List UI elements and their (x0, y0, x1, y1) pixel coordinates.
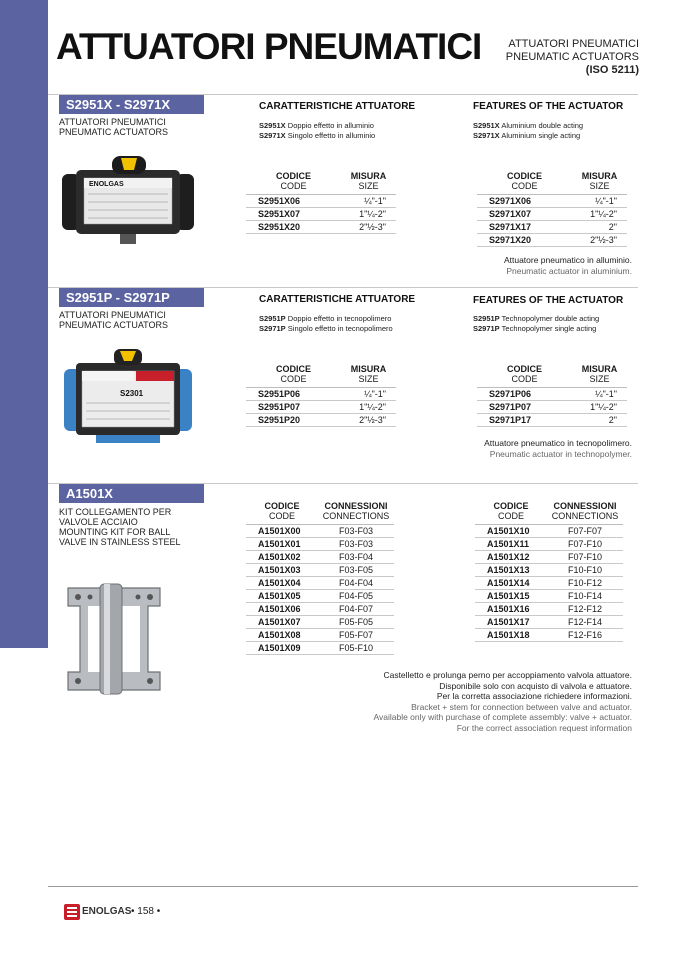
note-en: Bracket + stem for connection between valve and actuator. (411, 701, 632, 712)
size-table-s2951x (246, 171, 396, 234)
section-desc-a1501x (59, 507, 181, 547)
note-en: Pneumatic actuator in aluminium. (506, 265, 632, 276)
table-row: S2971P17 2" (477, 414, 627, 427)
table-row: S2951X07 1"¼-2" (246, 208, 396, 221)
features-title-it: CARATTERISTICHE ATTUATORE (259, 294, 416, 305)
feature-line: S2971P Technopolymer single acting (473, 323, 597, 333)
table-row: S2971X20 2"½-3" (477, 234, 627, 247)
note-en: Pneumatic actuator in technopolymer. (489, 448, 632, 459)
table-row: S2971P06 ¼"-1" (477, 388, 627, 401)
table-row: A1501X06 F04-F07 (246, 603, 394, 616)
aluminium-actuator-image (60, 148, 196, 248)
note-it: Attuatore pneumatico in alluminio. (503, 255, 632, 265)
feature-line: S2951X Doppio effetto in alluminio (259, 121, 374, 130)
section-band-s2951p: S2951P - S2971P (59, 288, 204, 307)
table-row: A1501X08 F05-F07 (246, 629, 394, 642)
col-header-code: CODICE CODE (477, 171, 572, 195)
actuator-label-text: ENOLGAS (89, 181, 124, 188)
size-table-s2951p (246, 364, 396, 427)
note-it: Attuatore pneumatico in tecnopolimero. (484, 438, 632, 448)
table-row: A1501X11 F07-F10 (475, 538, 623, 551)
desc-line: ATTUATORI PNEUMATICI (59, 310, 166, 320)
col-header-code: CODICE CODE (246, 171, 341, 195)
page-number: • 158 • (131, 906, 161, 917)
table-row: S2971X17 2" (477, 221, 627, 234)
size-table-s2971p (477, 364, 627, 427)
table-row: A1501X18 F12-F16 (475, 629, 623, 642)
connection-table-left (246, 501, 394, 655)
note-it: Disponibile solo con acquisto di valvola e attuatore. (439, 680, 632, 691)
table-row: S2971X07 1"¼-2" (477, 208, 627, 221)
features-list-en (473, 121, 583, 140)
desc-line: ATTUATORI PNEUMATICI (59, 117, 166, 127)
features-list-en (473, 314, 599, 333)
features-title-en: FEATURES OF THE ACTUATOR (473, 295, 624, 306)
col-header-size: MISURA SIZE (341, 171, 396, 195)
col-header-connections: CONNESSIONI CONNECTIONS (547, 501, 623, 525)
table-row: S2951P06 ¼"-1" (246, 388, 396, 401)
features-list-it (259, 121, 375, 140)
table-row: A1501X01 F03-F03 (246, 538, 394, 551)
desc-line: VALVE IN STAINLESS STEEL (59, 537, 181, 547)
features-title-it: CARATTERISTICHE ATTUATORE (259, 101, 416, 112)
desc-line: KIT COLLEGAMENTO PER (59, 507, 172, 517)
header-subtitle-en: PNEUMATIC ACTUATORS (505, 51, 639, 63)
table-row: S2951X20 2"½-3" (246, 221, 396, 234)
table-row: A1501X00 F03-F03 (246, 525, 394, 538)
desc-line: PNEUMATIC ACTUATORS (59, 127, 169, 137)
table-row: A1501X13 F10-F10 (475, 564, 623, 577)
sidebar-accent-stripe (0, 0, 48, 648)
section-note-s2 (484, 438, 632, 459)
page-title: ATTUATORI PNEUMATICI (56, 26, 482, 67)
table-row: S2951P07 1"¼-2" (246, 401, 396, 414)
col-header-size: MISURA SIZE (341, 364, 396, 388)
technopolymer-actuator-image (62, 343, 194, 445)
table-row: A1501X02 F03-F04 (246, 551, 394, 564)
table-row: A1501X16 F12-F12 (475, 603, 623, 616)
col-header-code: CODICE CODE (477, 364, 572, 388)
enolgas-logo-icon (64, 904, 80, 920)
table-row: A1501X10 F07-F07 (475, 525, 623, 538)
feature-line: S2971X Aluminium single acting (473, 130, 581, 140)
header-subtitle-it: ATTUATORI PNEUMATICI (508, 38, 639, 50)
footer-divider (48, 886, 638, 887)
col-header-connections: CONNESSIONI CONNECTIONS (318, 501, 394, 525)
note-it: Castelletto e prolunga perno per accoppiamento valvola attuatore. (383, 670, 632, 680)
actuator-model-text: S2301 (120, 389, 144, 398)
desc-line: VALVOLE ACCIAIO (59, 517, 138, 527)
feature-line: S2971X Singolo effetto in alluminio (259, 130, 376, 140)
feature-line: S2951X Aluminium double acting (473, 121, 584, 130)
col-header-code: CODICE CODE (246, 501, 318, 525)
connection-table-right (475, 501, 623, 642)
features-title-en: FEATURES OF THE ACTUATOR (473, 101, 624, 112)
table-row: A1501X05 F04-F05 (246, 590, 394, 603)
table-row: S2951P20 2"½-3" (246, 414, 396, 427)
table-row: A1501X09 F05-F10 (246, 642, 394, 655)
mounting-kit-image (60, 580, 168, 698)
table-row: A1501X04 F04-F04 (246, 577, 394, 590)
note-en: For the correct association request information (456, 722, 632, 733)
table-row: A1501X15 F10-F14 (475, 590, 623, 603)
desc-line: MOUNTING KIT FOR BALL (59, 527, 171, 537)
col-header-size: MISURA SIZE (572, 364, 627, 388)
table-row: A1501X07 F05-F05 (246, 616, 394, 629)
header-iso: (ISO 5211) (585, 64, 639, 76)
note-en: Available only with purchase of complete assembly: valve + actuator. (373, 712, 632, 722)
table-row: A1501X12 F07-F10 (475, 551, 623, 564)
footer-brand: ENOLGAS (82, 906, 132, 917)
table-row: S2971X06 ¼"-1" (477, 195, 627, 208)
note-it: Per la corretta associazione richiedere informazioni. (436, 691, 632, 701)
desc-line: PNEUMATIC ACTUATORS (59, 320, 169, 330)
table-row: A1501X17 F12-F14 (475, 616, 623, 629)
col-header-size: MISURA SIZE (572, 171, 627, 195)
feature-line: S2971P Singolo effetto in tecnopolimero (259, 323, 393, 333)
section-note-s1 (504, 255, 632, 276)
section-desc-s2951x (59, 117, 168, 137)
section-band-a1501x: A1501X (59, 484, 204, 503)
section-note-s3 (373, 670, 632, 733)
section-band-s2951x: S2951X - S2971X (59, 95, 204, 114)
col-header-code: CODICE CODE (475, 501, 547, 525)
col-header-code: CODICE CODE (246, 364, 341, 388)
table-row: A1501X14 F10-F12 (475, 577, 623, 590)
feature-line: S2951P Technopolymer double acting (473, 314, 600, 323)
table-row: S2951X06 ¼"-1" (246, 195, 396, 208)
table-row: A1501X03 F03-F05 (246, 564, 394, 577)
size-table-s2971x (477, 171, 627, 247)
features-list-it (259, 314, 393, 333)
header-subtitle (506, 38, 639, 77)
section-desc-s2951p (59, 310, 168, 330)
table-row: S2971P07 1"¼-2" (477, 401, 627, 414)
feature-line: S2951P Doppio effetto in tecnopolimero (259, 314, 392, 323)
